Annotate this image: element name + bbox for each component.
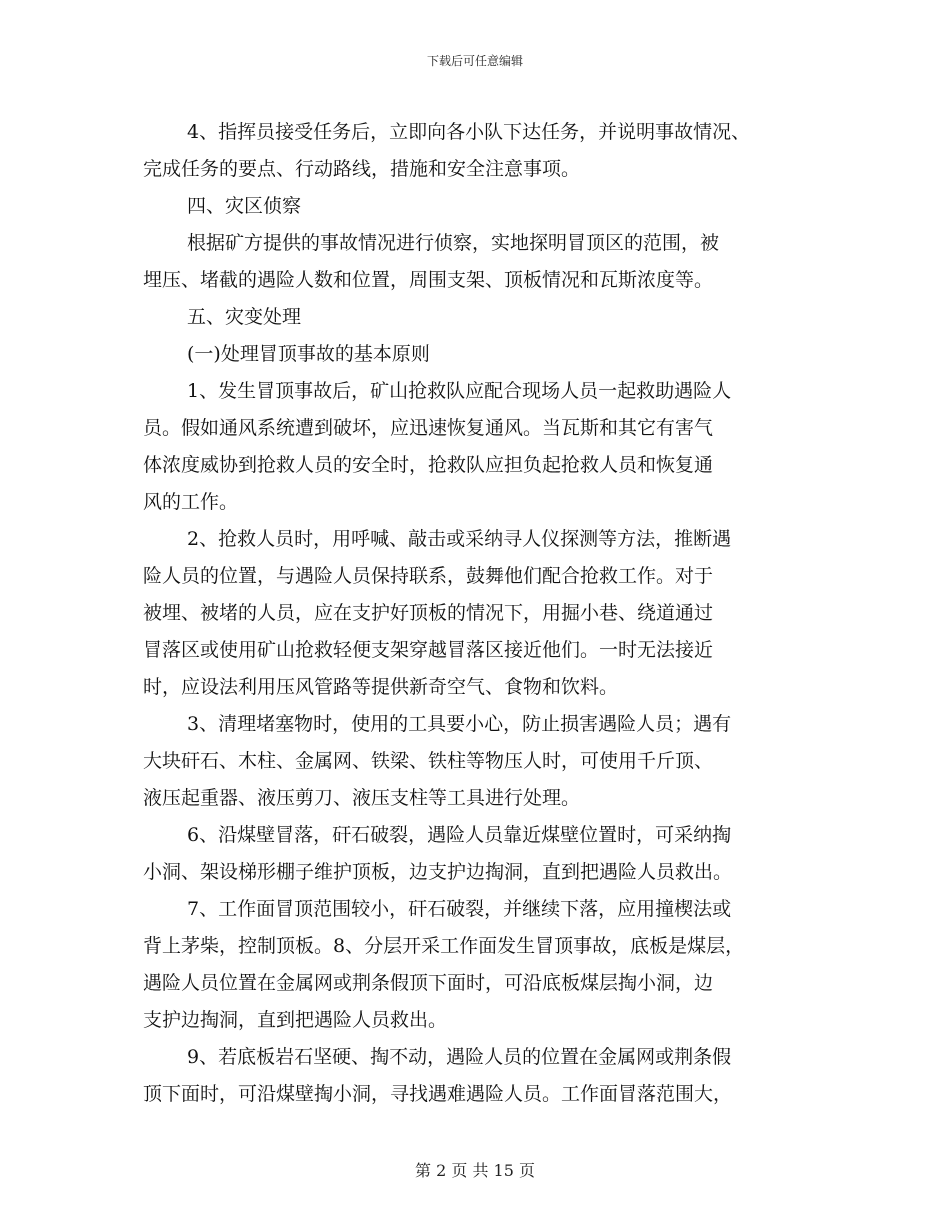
text-line: 9、若底板岩石坚硬、掏不动，遇险人员的位置在金属网或荆条假 [187,1046,732,1068]
text-line: 顶下面时，可沿煤壁掏小洞，寻找遇难遇险人员。工作面冒落范围大， [143,1083,733,1105]
text-line: 根据矿方提供的事故情况进行侦察，实地探明冒顶区的范围，被 [187,232,720,254]
text-line: 7、工作面冒顶范围较小，矸石破裂，并继续下落，应用撞楔法或 [187,898,732,920]
text-line: 支护边掏洞，直到把遇险人员救出。 [143,1009,448,1031]
text-line: 埋压、堵截的遇险人数和位置，周围支架、顶板情况和瓦斯浓度等。 [143,269,714,291]
text-line: 五、灾变处理 [187,306,302,328]
text-line: 风的工作。 [143,491,239,513]
text-line: 3、清理堵塞物时，使用的工具要小心，防止损害遇险人员；遇有 [187,713,732,735]
text-line: 1、发生冒顶事故后，矿山抢救队应配合现场人员一起救助遇险人 [187,380,732,402]
text-line: 员。假如通风系统遭到破坏，应迅速恢复通风。当瓦斯和其它有害气 [143,417,714,439]
text-line: 背上茅柴，控制顶板。8、分层开采工作面发生冒顶事故，底板是煤层， [143,935,745,957]
page-footer: 第 2 页 共 15 页 [415,1161,535,1180]
text-line: 液压起重器、液压剪刀、液压支柱等工具进行处理。 [143,787,581,809]
text-line: 4、指挥员接受任务后，立即向各小队下达任务，并说明事故情况、 [187,121,751,143]
text-line: (一)处理冒顶事故的基本原则 [187,343,430,365]
text-line: 险人员的位置，与遇险人员保持联系，鼓舞他们配合抢救工作。对于 [143,565,714,587]
text-line: 遇险人员位置在金属网或荆条假顶下面时，可沿底板煤层掏小洞，边 [143,972,714,994]
text-line: 大块矸石、木柱、金属网、铁梁、铁柱等物压人时，可使用千斤顶、 [143,750,714,772]
text-line: 体浓度威协到抢救人员的安全时，抢救队应担负起抢救人员和恢复通 [143,454,714,476]
document-body [143,114,811,1113]
text-line: 四、灾区侦察 [187,195,302,217]
text-line: 被埋、被堵的人员，应在支护好顶板的情况下，用掘小巷、绕道通过 [143,602,714,624]
text-line: 完成任务的要点、行动路线，措施和安全注意事项。 [143,158,581,180]
text-line: 2、抢救人员时，用呼喊、敲击或采纳寻人仪探测等方法，推断遇 [187,528,732,550]
page-header: 下载后可任意编辑 [426,54,523,68]
text-line: 6、沿煤壁冒落，矸石破裂，遇险人员靠近煤壁位置时，可采纳掏 [187,824,732,846]
text-line: 冒落区或使用矿山抢救轻便支架穿越冒落区接近他们。一时无法接近 [143,639,714,661]
text-line: 时，应设法利用压风管路等提供新奇空气、食物和饮料。 [143,676,619,698]
text-line: 小洞、架设梯形棚子维护顶板，边支护边掏洞，直到把遇险人员救出。 [143,861,733,883]
